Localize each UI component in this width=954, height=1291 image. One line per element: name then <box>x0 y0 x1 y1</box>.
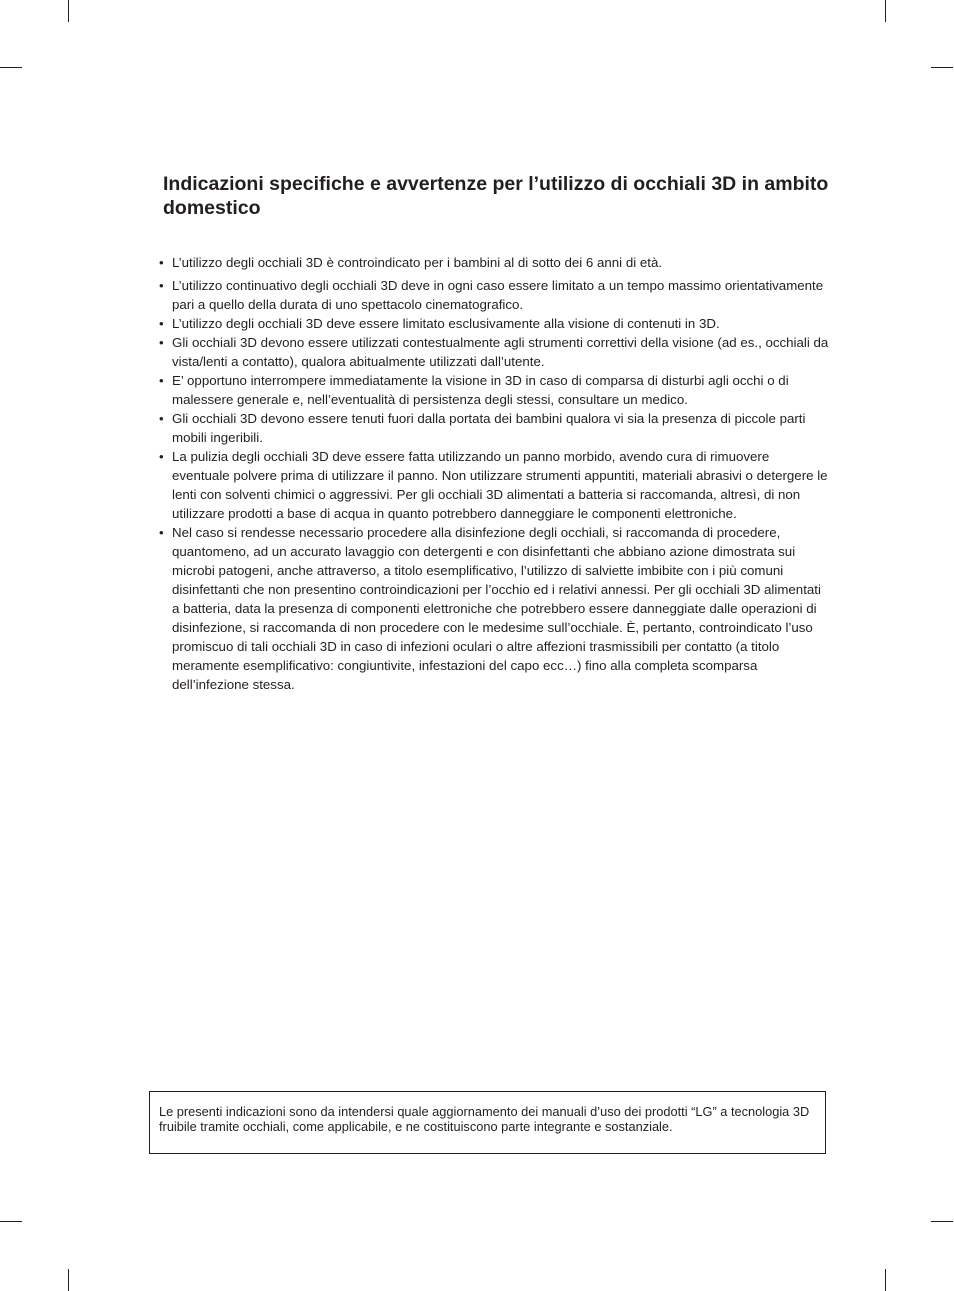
crop-mark-bottom-left-vertical <box>68 1269 69 1291</box>
note-box <box>149 1091 826 1154</box>
list-item <box>159 371 829 409</box>
list-item-text: Nel caso si rendesse necessario procedere alla disinfezione degli occhiali, si raccomanda di procedere, quantomeno, ad un accurato lavaggio con detergenti e con disinfettanti che abbiano azione dimostrata sui microbi patogeni, anche attraverso, a titolo esemplificativo, l’utilizzo di salviette imbibite con i più comuni disinfettanti che non presentino controindicazioni per l’occhio ed i relativi annessi. Per gli occhiali 3D alimentati a batteria, data la presenza di componenti elettroniche che potrebbero essere danneggiate dalle operazioni di disinfezione, si raccomanda di non procedere con le medesime sull’occhiale. È, pertanto, controindicato l’uso promiscuo di tali occhiali 3D in caso di infezioni oculari o altre affezioni trasmissibili per contatto (a titolo meramente esemplificativo: congiuntivite, infestazioni del capo ecc…) fino alla completa scomparsa dell’infezione stessa. <box>172 525 821 692</box>
crop-mark-top-right-horizontal <box>931 67 953 68</box>
note-text: Le presenti indicazioni sono da intendersi quale aggiornamento dei manuali d’uso dei prodotti “LG” a tecnologia 3D fruibile tramite occhiali, come applicabile, e ne costituiscono parte integrante e sostanziale. <box>159 1104 810 1134</box>
list-item-text: L’utilizzo continuativo degli occhiali 3D deve in ogni caso essere limitato a un tempo massimo orientativamente pari a quello della durata di uno spettacolo cinematografico. <box>172 278 824 312</box>
crop-mark-top-left-horizontal <box>0 67 22 68</box>
warnings-list <box>159 253 829 694</box>
list-item <box>159 253 829 272</box>
bullet-icon: • <box>159 278 164 293</box>
bullet-icon: • <box>159 316 164 331</box>
list-item-text: L’utilizzo degli occhiali 3D deve essere limitato esclusivamente alla visione di contenuti in 3D. <box>172 316 720 331</box>
bullet-icon: • <box>159 449 164 464</box>
list-item <box>159 276 829 314</box>
bullet-icon: • <box>159 411 164 426</box>
page-title: Indicazioni specifiche e avvertenze per l’utilizzo di occhiali 3D in ambito domestico <box>163 173 829 219</box>
bullet-icon: • <box>159 525 164 540</box>
bullet-icon: • <box>159 255 164 270</box>
list-item <box>159 333 829 371</box>
list-item-text: La pulizia degli occhiali 3D deve essere fatta utilizzando un panno morbido, avendo cura di rimuovere eventuale polvere prima di utilizzare il panno. Non utilizzare strumenti appuntiti, materiali abrasivi o detergere le lenti con solventi chimici o aggressivi. Per gli occhiali 3D alimentati a batteria si raccomanda, altresì, di non utilizzare prodotti a base di acqua in quanto potrebbero danneggiare le componenti elettroniche. <box>172 449 828 521</box>
list-item-text: Gli occhiali 3D devono essere tenuti fuori dalla portata dei bambini qualora vi sia la presenza di piccole parti mobili ingeribili. <box>172 411 806 445</box>
list-item <box>159 447 829 523</box>
crop-mark-top-left-vertical <box>68 0 69 22</box>
crop-mark-bottom-right-vertical <box>885 1269 886 1291</box>
crop-mark-bottom-right-horizontal <box>931 1221 953 1222</box>
bullet-icon: • <box>159 335 164 350</box>
crop-mark-top-right-vertical <box>885 0 886 22</box>
list-item-text: E’ opportuno interrompere immediatamente la visione in 3D in caso di comparsa di disturbi agli occhi o di malessere generale e, nell’eventualità di persistenza degli stessi, consultare un medico. <box>172 373 789 407</box>
list-item <box>159 523 829 694</box>
list-item-text: L’utilizzo degli occhiali 3D è controindicato per i bambini al di sotto dei 6 anni di età. <box>172 255 663 270</box>
crop-mark-bottom-left-horizontal <box>0 1221 22 1222</box>
list-item <box>159 409 829 447</box>
bullet-icon: • <box>159 373 164 388</box>
list-item <box>159 314 829 333</box>
list-item-text: Gli occhiali 3D devono essere utilizzati contestualmente agli strumenti correttivi della visione (ad es., occhiali da vista/lenti a contatto), qualora abitualmente utilizzati dall’utente. <box>172 335 829 369</box>
